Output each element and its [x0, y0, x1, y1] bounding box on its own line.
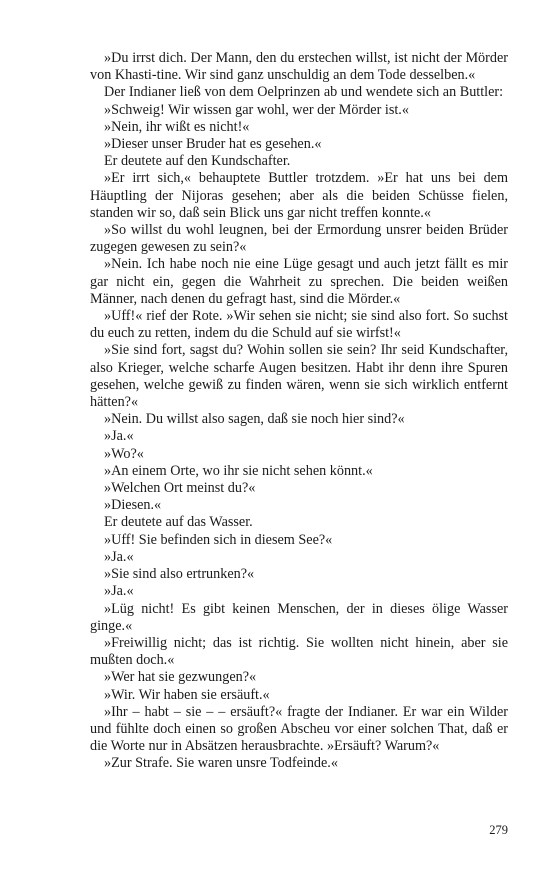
paragraph: »Ja.« [104, 548, 134, 565]
paragraph: »Sie sind fort, sagst du? Wohin sollen sie sein? Ihr seid Kundschafter, also Krieger, welche scharfe Augen besitzen. Habt ihr denn ihre Spuren gesehen, welche gewiß zu finden wären, wenn sie sich wirklich entfernt hätten?« [90, 342, 508, 411]
paragraph: »Uff!« rief der Rote. »Wir sehen sie nicht; sie sind also fort. So suchst du euch zu retten, indem du die Schuld auf sie wirfst!« [90, 308, 508, 342]
paragraph: »Wo?« [104, 445, 144, 462]
paragraph: »Du irrst dich. Der Mann, den du erstechen willst, ist nicht der Mörder von Khasti-tine. Wir sind ganz unschuldig an dem Tode desselben.« [90, 50, 508, 84]
paragraph: »Ihr – habt – sie – – ersäuft?« fragte der Indianer. Er war ein Wilder und fühlte doch einen so großen Abscheu vor einer solchen That, daß er die Worte nur in Absätzen herausbrachte. »Ersäuft? Warum?« [90, 703, 508, 755]
paragraph: »Uff! Sie befinden sich in diesem See?« [104, 531, 333, 548]
paragraph: »Wir. Wir haben sie ersäuft.« [104, 686, 270, 703]
paragraph: Der Indianer ließ von dem Oelprinzen ab und wendete sich an Buttler: [104, 84, 504, 101]
paragraph: »Ja.« [104, 583, 134, 600]
paragraph: »Freiwillig nicht; das ist richtig. Sie wollten nicht hinein, aber sie mußten doch.« [90, 634, 508, 669]
paragraph: »Er irrt sich,« behauptete Buttler trotzdem. »Er hat uns bei dem Häuptling der Nijoras gesehen; aber als die beiden Schüsse fielen, standen wir so, daß sein Blick uns gar nicht treffen konnte.« [90, 170, 508, 221]
paragraph: Er deutete auf den Kundschafter. [104, 153, 291, 170]
paragraph: »Nein. Ich habe noch nie eine Lüge gesagt und auch jetzt fällt es mir gar nicht ein, gegen die Wahrheit zu sprechen. Die beiden weißen Männer, nach denen du gefragt hast, sind die Mörder.« [90, 256, 508, 307]
paragraph: »An einem Orte, wo ihr sie nicht sehen könnt.« [104, 462, 373, 479]
page-body [90, 50, 508, 773]
paragraph: »Wer hat sie gezwungen?« [104, 669, 257, 686]
paragraph: Er deutete auf das Wasser. [104, 514, 253, 531]
paragraph: »Nein. Du willst also sagen, daß sie noch hier sind?« [104, 411, 405, 428]
paragraph: »Dieser unser Bruder hat es gesehen.« [104, 136, 322, 153]
page-number: 279 [489, 823, 508, 837]
paragraph: »Lüg nicht! Es gibt keinen Menschen, der in dieses ölige Wasser ginge.« [90, 600, 508, 634]
paragraph: »Welchen Ort meinst du?« [104, 480, 256, 497]
paragraph: »Sie sind also ertrunken?« [104, 566, 255, 583]
paragraph: »Schweig! Wir wissen gar wohl, wer der Mörder ist.« [104, 101, 409, 118]
paragraph: »So willst du wohl leugnen, bei der Ermordung unsrer beiden Brüder zugegen gewesen zu sein?« [90, 222, 508, 256]
paragraph: »Zur Strafe. Sie waren unsre Todfeinde.« [104, 755, 338, 772]
paragraph: »Nein, ihr wißt es nicht!« [104, 118, 250, 135]
paragraph: »Diesen.« [104, 497, 162, 514]
paragraph: »Ja.« [104, 428, 134, 445]
